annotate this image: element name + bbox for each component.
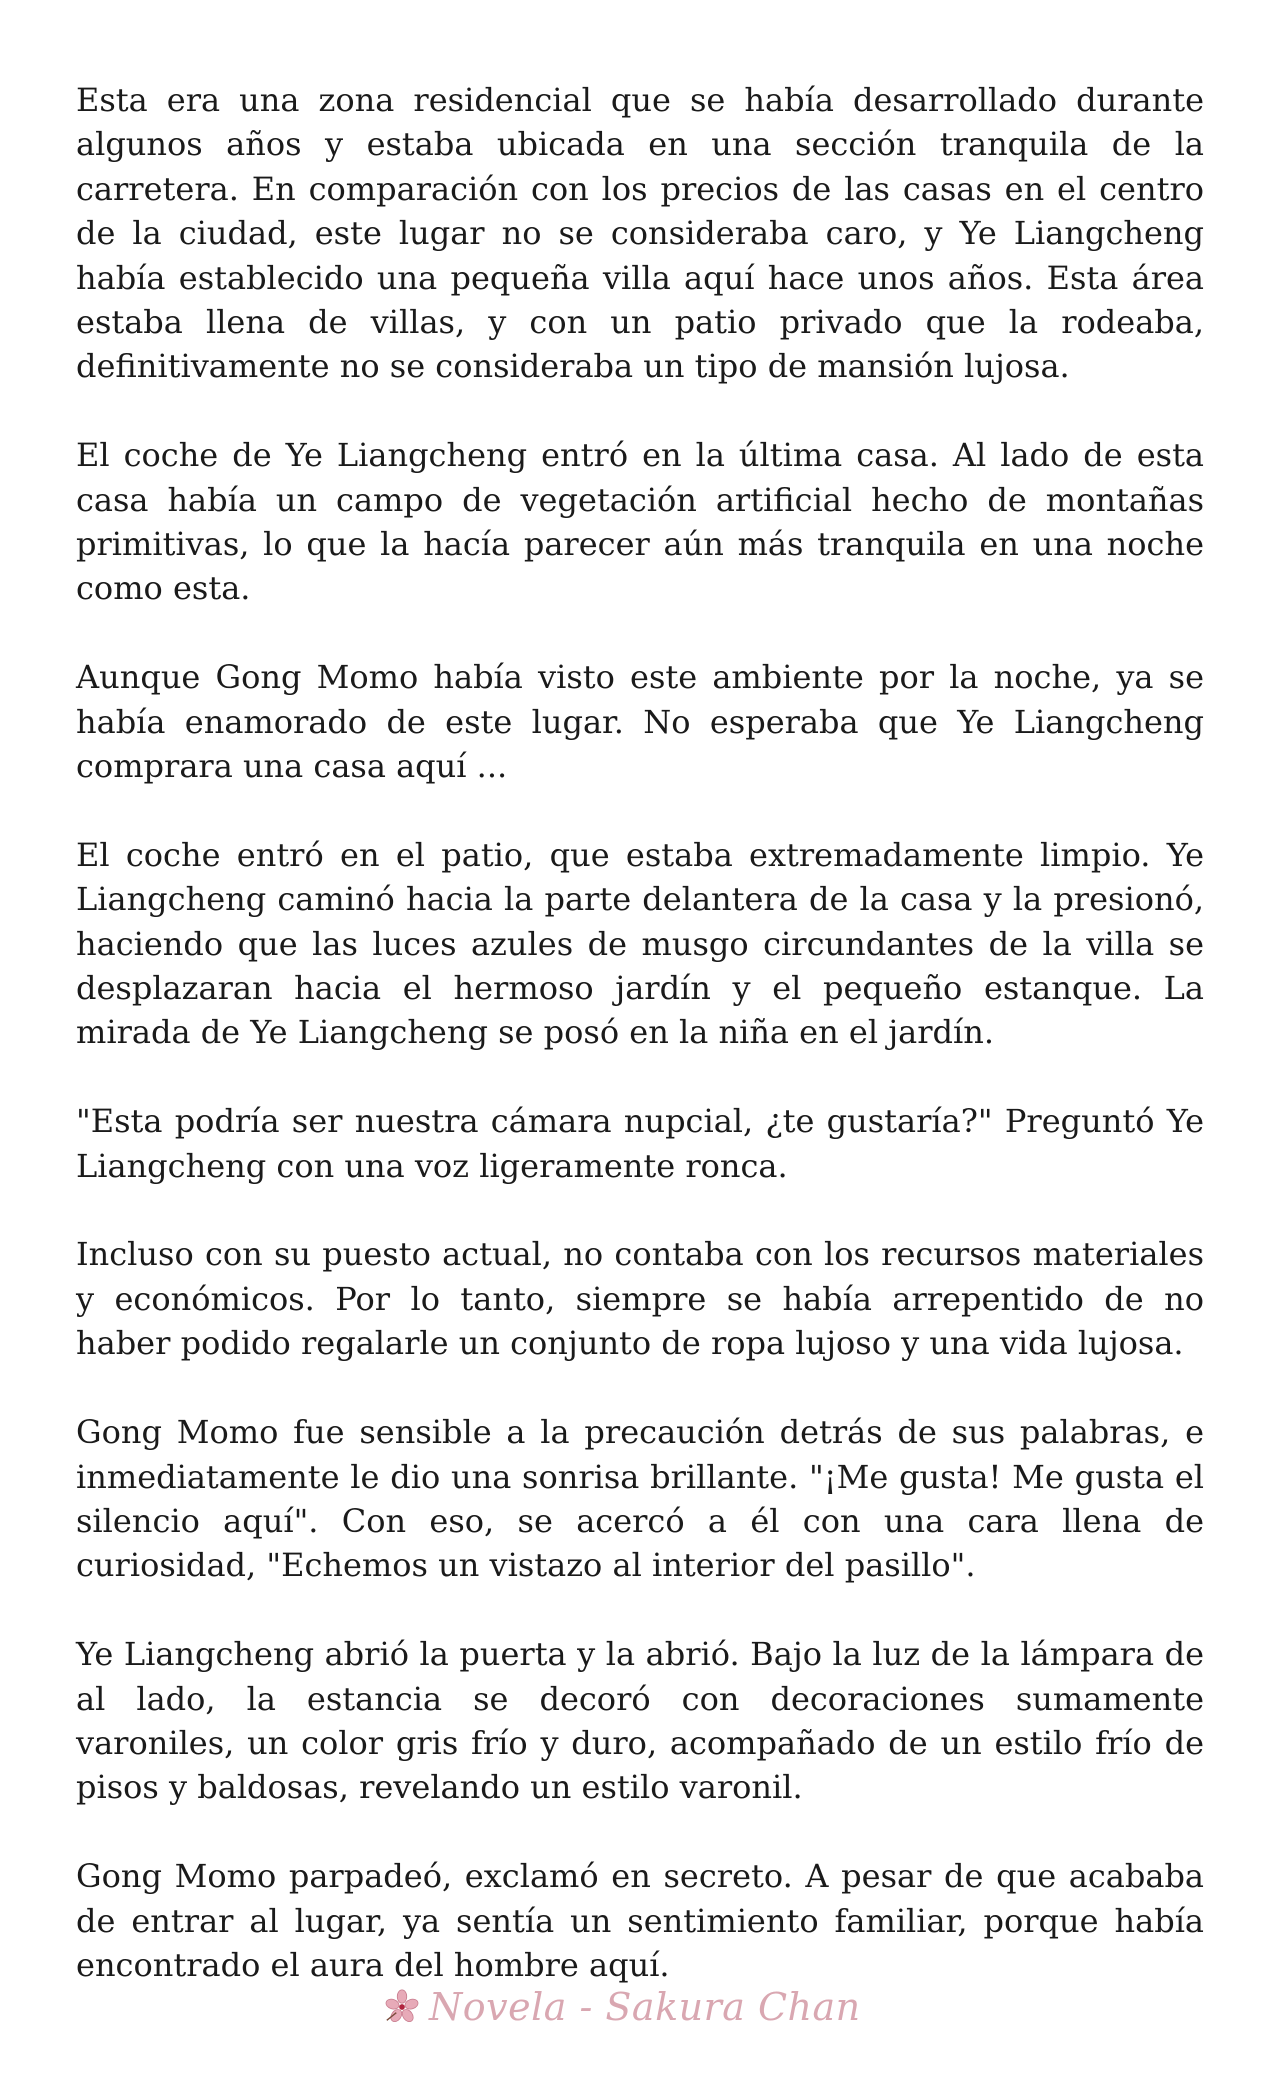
paragraph-6: Incluso con su puesto actual, no contaba con los recursos materiales y económicos. Por lo tanto, siempre se había arrepentido de no haber podido regalarle un conjunto de ropa lujoso y una vida lujosa. <box>76 1235 1204 1363</box>
paragraph-5: "Esta podría ser nuestra cámara nupcial, ¿te gustaría?" Preguntó Ye Liangcheng con una voz ligeramente ronca. <box>76 1102 1204 1185</box>
paragraph-8: Ye Liangcheng abrió la puerta y la abrió. Bajo la luz de la lámpara de al lado, la estancia se decoró con decoraciones sumamente varoniles, un color gris frío y duro, acompañado de un estilo frío de pisos y baldosas, revelando un estilo varonil. <box>76 1635 1204 1807</box>
watermark-text: Novela - Sakura Chan <box>429 1985 861 2029</box>
watermark <box>383 1977 861 2037</box>
paragraph-4: El coche entró en el patio, que estaba extremadamente limpio. Ye Liangcheng caminó hacia la parte delantera de la casa y la presionó, haciendo que las luces azules de musgo circundantes de la villa se desplazaran hacia el hermoso jardín y el pequeño estanque. La mirada de Ye Liangcheng se posó en la niña en el jardín. <box>76 835 1204 1052</box>
paragraph-7: Gong Momo fue sensible a la precaución detrás de sus palabras, e inmediatamente le dio una sonrisa brillante. "¡Me gusta! Me gusta el silencio aquí". Con eso, se acercó a él con una cara llena de curiosidad, "Echemos un vistazo al interior del pasillo". <box>76 1413 1204 1585</box>
paragraph-3: Aunque Gong Momo había visto este ambiente por la noche, ya se había enamorado de este lugar. No esperaba que Ye Liangcheng comprara una casa aquí ... <box>76 658 1204 786</box>
paragraph-1: Esta era una zona residencial que se había desarrollado durante algunos años y estaba ubicada en una sección tranquila de la carretera. En comparación con los precios de las casas en el centro de la ciudad, este lugar no se consideraba caro, y Ye Liangcheng había establecido una pequeña villa aquí hace unos años. Esta área estaba llena de villas, y con un patio privado que la rodeaba, definitivamente no se consideraba un tipo de mansión lujosa. <box>76 81 1204 386</box>
story-text <box>76 78 1204 2032</box>
paragraph-2: El coche de Ye Liangcheng entró en la última casa. Al lado de esta casa había un campo de vegetación artificial hecho de montañas primitivas, lo que la hacía parecer aún más tranquila en una noche como esta. <box>76 436 1204 608</box>
paragraph-9: Gong Momo parpadeó, exclamó en secreto. A pesar de que acababa de entrar al lugar, ya sentía un sentimiento familiar, porque había encontrado el aura del hombre aquí. <box>76 1857 1204 1984</box>
sakura-flower-icon <box>383 1988 421 2026</box>
